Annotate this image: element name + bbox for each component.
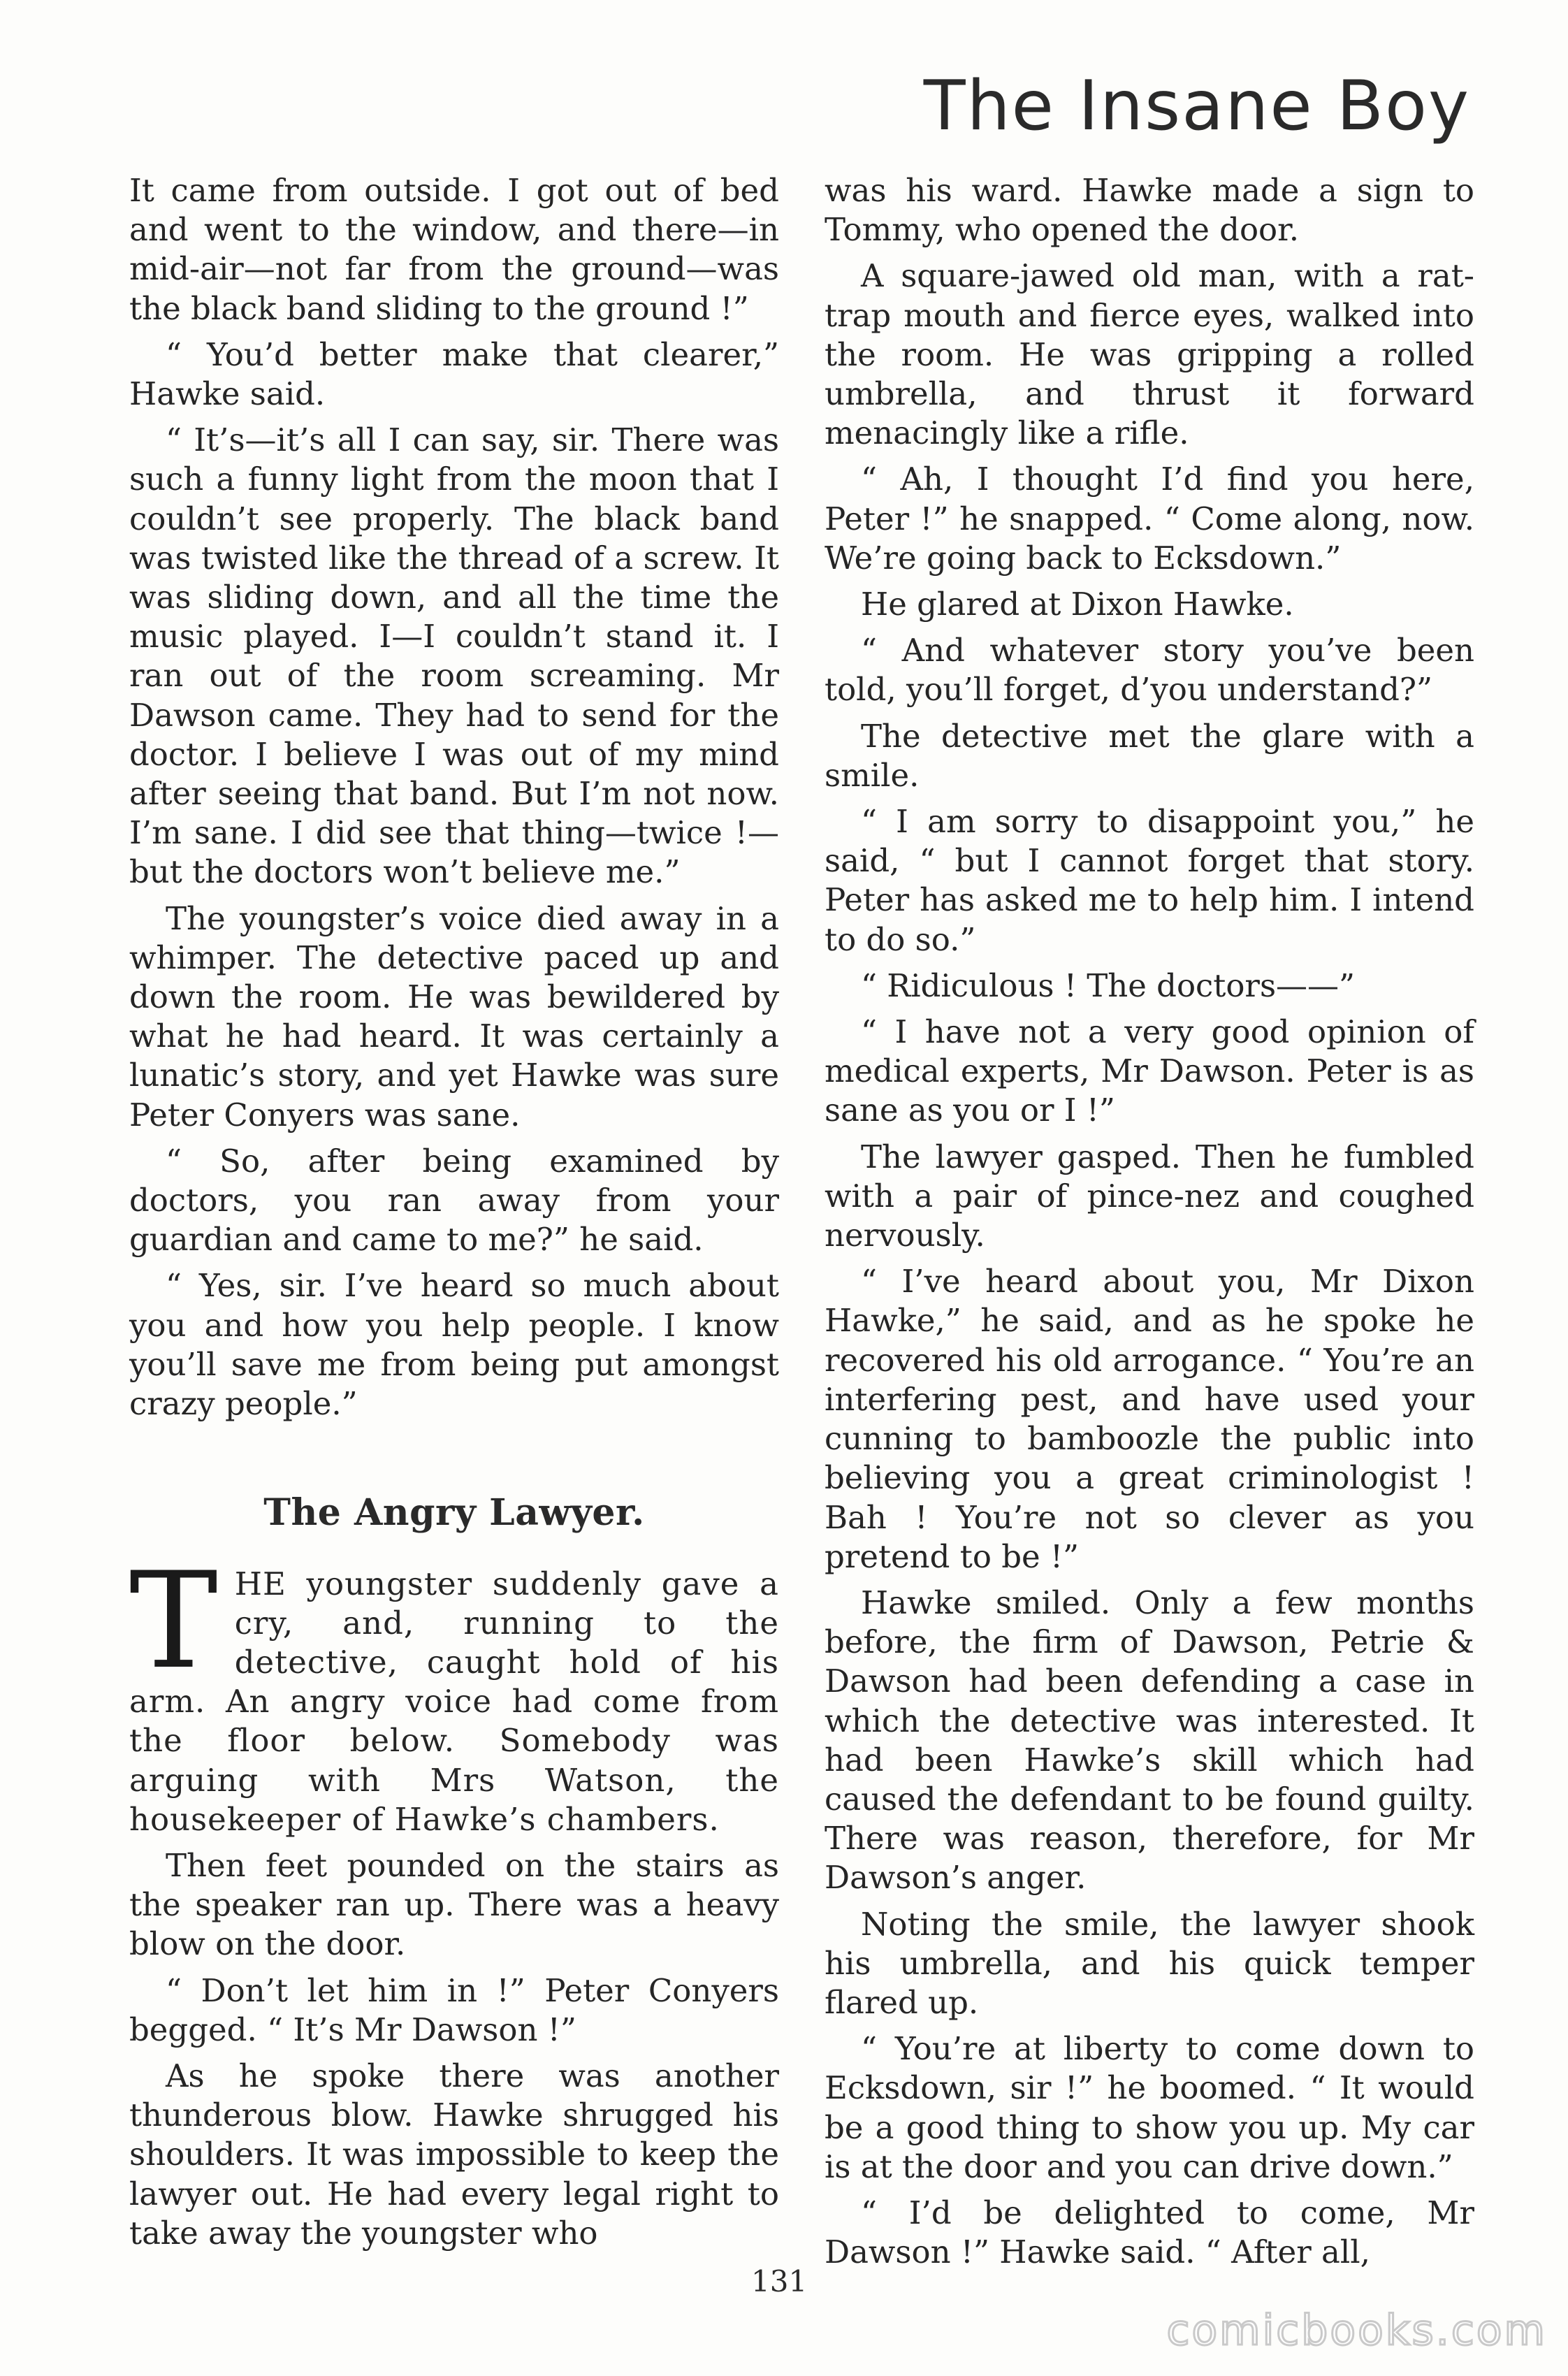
- paragraph: “ Yes, sir. I’ve heard so much about you and how you help people. I know you’ll save me from being put amongst crazy people.”: [129, 1267, 779, 1423]
- paragraph: “ I am sorry to disappoint you,” he said, “ but I cannot forget that story. Peter has asked me to help him. I intend to do so.”: [825, 803, 1474, 958]
- paragraph: “ Don’t let him in !” Peter Conyers begged. “ It’s Mr Dawson !”: [129, 1971, 779, 2048]
- page-number: 131: [751, 2264, 808, 2298]
- paragraph: It came from outside. I got out of bed and went to the window, and there—in mid-air—not far from the ground—was the black band sliding to the ground !”: [129, 172, 779, 327]
- dropcap-letter: T: [129, 1543, 218, 1698]
- dropcap-paragraph: [129, 1543, 779, 1839]
- paragraph: The youngster’s voice died away in a whimper. The detective paced up and down the room. He was bewildered by what he had heard. It was certainly a lunatic’s story, and yet Hawke was sure Peter Conyers was sane.: [129, 899, 779, 1133]
- paragraph: A square-jawed old man, with a rat-trap mouth and fierce eyes, walked into the room. He was gripping a rolled umbrella, and thrust it forward menacingly like a rifle.: [825, 257, 1474, 452]
- paragraph: “ You’re at liberty to come down to Ecksdown, sir !” he boomed. “ It would be a good thing to show you up. My car is at the door and you can drive down.”: [825, 2030, 1474, 2185]
- paragraph: “ So, after being examined by doctors, you ran away from your guardian and came to me?” he said.: [129, 1142, 779, 1259]
- paragraph: The detective met the glare with a smile.: [825, 717, 1474, 794]
- running-title: The Insane Boy: [923, 66, 1470, 146]
- paragraph: “ It’s—it’s all I can say, sir. There was such a funny light from the moon that I couldn’t see properly. The black band was twisted like the thread of a screw. It was sliding down, and all the time the music played. I—I couldn’t stand it. I ran out of the room screaming. Mr Dawson came. They had to send for the doctor. I believe I was out of my mind after seeing that band. But I’m not now. I’m sane. I did see that thing—twice !—but the doctors won’t believe me.”: [129, 421, 779, 891]
- paragraph: was his ward. Hawke made a sign to Tommy, who opened the door.: [825, 172, 1474, 249]
- paragraph: Hawke smiled. Only a few months before, the firm of Dawson, Petrie & Dawson had been defending a case in which the detective was interested. It had been Hawke’s skill which had caused the defendant to be found guilty. There was reason, therefore, for Mr Dawson’s anger.: [825, 1584, 1474, 1897]
- paragraph: As he spoke there was another thunderous blow. Hawke shrugged his shoulders. It was impossible to keep the lawyer out. He had every legal right to take away the youngster who: [129, 2057, 779, 2252]
- paragraph: The lawyer gasped. Then he fumbled with a pair of pince-nez and coughed nervously.: [825, 1138, 1474, 1254]
- paragraph: “ And whatever story you’ve been told, you’ll forget, d’you understand?”: [825, 632, 1474, 709]
- paragraph: “ I have not a very good opinion of medical experts, Mr Dawson. Peter is as sane as you or I !”: [825, 1013, 1474, 1129]
- paragraph: “ Ah, I thought I’d find you here, Peter !” he snapped. “ Come along, now. We’re going back to Ecksdown.”: [825, 461, 1474, 577]
- paragraph: “ Ridiculous ! The doctors——”: [861, 966, 1356, 1004]
- paragraph: Noting the smile, the lawyer shook his umbrella, and his quick temper flared up.: [825, 1905, 1474, 2021]
- section-heading: The Angry Lawyer.: [263, 1491, 645, 1535]
- left-column: [129, 171, 779, 2260]
- paragraph: Then feet pounded on the stairs as the speaker ran up. There was a heavy blow on the door.: [129, 1846, 779, 1963]
- paragraph: He glared at Dixon Hawke.: [861, 586, 1294, 623]
- paragraph: “ You’d better make that clearer,” Hawke said.: [129, 335, 779, 413]
- watermark-logo: comicbooks.com: [1166, 2306, 1547, 2355]
- right-column: [825, 171, 1474, 2279]
- dropcap-paragraph-text: HE youngster suddenly gave a cry, and, running to the detective, caught hold of his arm. An angry voice had come from the floor below. Somebody was arguing with Mrs Watson, the housekeeper of Hawke’s chambers.: [129, 1565, 779, 1838]
- paragraph: “ I’ve heard about you, Mr Dixon Hawke,” he said, and as he spoke he recovered his old arrogance. “ You’re an interfering pest, and have used your cunning to bamboozle the public into believing you a great criminologist ! Bah ! You’re not so clever as you pretend to be !”: [825, 1263, 1474, 1575]
- paragraph: “ I’d be delighted to come, Mr Dawson !” Hawke said. “ After all,: [825, 2194, 1474, 2271]
